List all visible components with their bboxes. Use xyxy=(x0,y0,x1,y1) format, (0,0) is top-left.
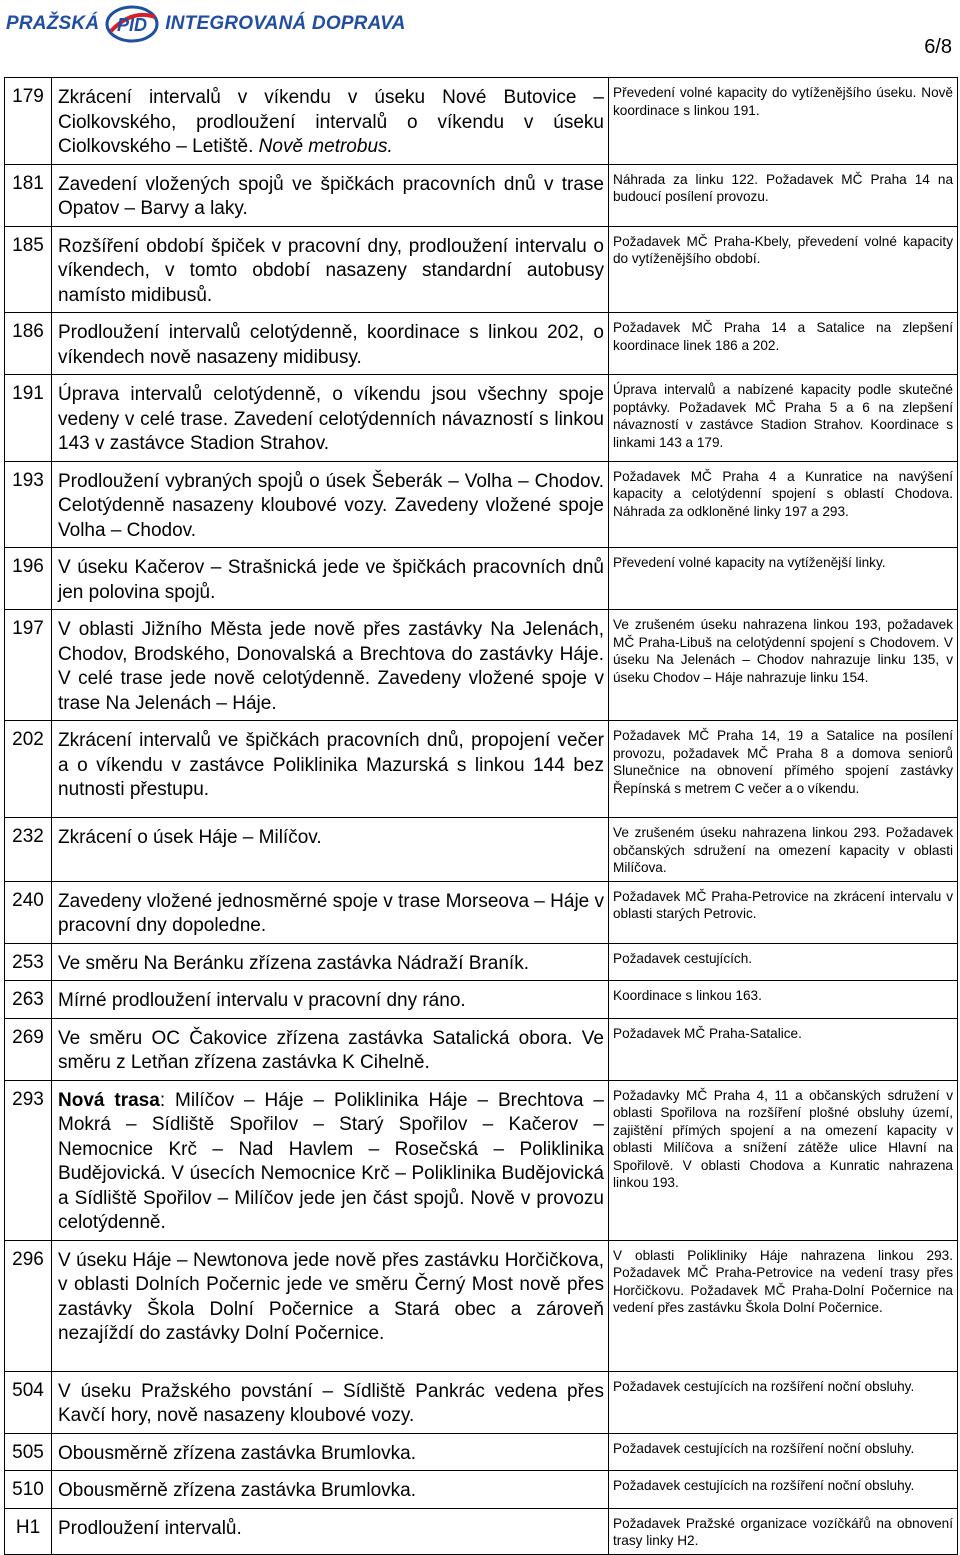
table-row xyxy=(5,1508,958,1554)
description-text: Prodloužení vybraných spojů o úsek Šeberák – Volha – Chodov. Celotýdenně nasazeny kloubové vozy. Zavedeny vložené spoje Volha – Chodov. xyxy=(58,470,604,541)
description-text: V úseku Háje – Newtonova jede nově přes zastávku Horčičkova, v oblasti Dolních Počernic jede ve směru Černý Most nově přes zastávky Škola Dolní Počernice a Stará obec a zároveň nezajíždí do zastávky Dolní Počernice. xyxy=(58,1249,604,1344)
change-reason: Požadavky MČ Praha 4, 11 a občanských sdružení v oblasti Spořilova na rozšíření plošné obsluhy území, zajištění přímých spojení a na omezení kapacity v oblasti Milíčova a snížení zátěže ulice Hlavní na Spořilově. V oblasti Chodova a Kunratic nahrazena linkou 193. xyxy=(609,1080,958,1240)
line-number: 263 xyxy=(5,981,52,1019)
table-row xyxy=(5,1433,958,1471)
change-description xyxy=(52,881,609,943)
change-reason: Koordinace s linkou 163. xyxy=(609,981,958,1019)
change-reason: Ve zrušeném úseku nahrazena linkou 193, požadavek MČ Praha-Libuš na celotýdenní spojení s Chodovem. V úseku Na Jelenách – Chodov nahrazuje linku 135, v úseku Chodov – Háje nahrazuje linku 154. xyxy=(609,610,958,721)
change-reason: Požadavek MČ Praha 14, 19 a Satalice na posílení provozu, požadavek MČ Praha 8 a domova seniorů Slunečnice na obnovení přímého spojení zastávky Řepínská s metrem C večer a o víkendu. xyxy=(609,721,958,818)
description-text: V úseku Kačerov – Strašnická jede ve špičkách pracovních dnů jen polovina spojů. xyxy=(58,557,604,603)
description-text: Zavedeny vložené jednosměrné spoje v trase Morseova – Háje v pracovní dny dopoledne. xyxy=(58,890,605,936)
change-description xyxy=(52,548,609,610)
line-number: 253 xyxy=(5,943,52,981)
change-reason: Požadavek Pražské organizace vozíčkářů na obnovení trasy linky H2. xyxy=(609,1508,958,1554)
pid-emblem-icon xyxy=(105,5,159,43)
table-row xyxy=(5,461,958,548)
change-description xyxy=(52,610,609,721)
change-description xyxy=(52,1371,609,1433)
change-reason: Požadavek MČ Praha 4 a Kunratice na navýšení kapacity a celotýdenní spojení s oblastí Chodova. Náhrada za odkloněné linky 197 a 293. xyxy=(609,461,958,548)
change-description xyxy=(52,461,609,548)
line-number: 191 xyxy=(5,375,52,462)
table-row xyxy=(5,1080,958,1240)
line-number: 505 xyxy=(5,1433,52,1471)
change-reason: Požadavek cestujících na rozšíření noční obsluhy. xyxy=(609,1371,958,1433)
table-row xyxy=(5,548,958,610)
description-text: Prodloužení intervalů. xyxy=(58,1517,242,1539)
change-reason: Požadavek MČ Praha-Kbely, převedení volné kapacity do vytíženějšího období. xyxy=(609,226,958,313)
table-row xyxy=(5,1018,958,1080)
line-number: 181 xyxy=(5,164,52,226)
table-row xyxy=(5,313,958,375)
line-number: H1 xyxy=(5,1508,52,1554)
table-row xyxy=(5,164,958,226)
change-description xyxy=(52,226,609,313)
description-text: V úseku Pražského povstání – Sídliště Pankrác vedena přes Kavčí hory, nově nasazeny kloubové vozy. xyxy=(58,1380,604,1426)
table-row xyxy=(5,375,958,462)
table-row xyxy=(5,78,958,165)
change-description xyxy=(52,981,609,1019)
table-row xyxy=(5,981,958,1019)
description-text: Ve směru Na Beránku zřízena zastávka Nádraží Braník. xyxy=(58,952,529,974)
description-text: Nově metrobus. xyxy=(258,136,393,157)
description-text: Zkrácení o úsek Háje – Milíčov. xyxy=(58,827,322,848)
pid-logo xyxy=(6,4,406,44)
line-number: 232 xyxy=(5,818,52,882)
change-reason: Požadavek cestujících na rozšíření noční obsluhy. xyxy=(609,1471,958,1509)
svg-text:PID: PID xyxy=(117,15,148,35)
description-text: Mírné prodloužení intervalu v pracovní dny ráno. xyxy=(58,990,466,1011)
change-description xyxy=(52,721,609,818)
change-reason: V oblasti Polikliniky Háje nahrazena linkou 293. Požadavek MČ Praha-Petrovice na vedení trasy přes Horčičkovu. Požadavek MČ Praha-Dolní Počernice na vedení přes zastávku Škola Dolní Počernice. xyxy=(609,1240,958,1371)
page-number: 6/8 xyxy=(924,36,952,58)
change-description xyxy=(52,1433,609,1471)
table-row xyxy=(5,226,958,313)
changes-table xyxy=(4,77,958,1555)
line-number: 296 xyxy=(5,1240,52,1371)
table-row xyxy=(5,610,958,721)
line-number: 193 xyxy=(5,461,52,548)
table-row xyxy=(5,1371,958,1433)
description-text: Rozšíření období špiček v pracovní dny, prodloužení intervalu o víkendech, v tomto období nasazeny standardní autobusy namísto midibusů. xyxy=(58,235,604,306)
change-description xyxy=(52,375,609,462)
change-reason: Požadavek MČ Praha 14 a Satalice na zlepšení koordinace linek 186 a 202. xyxy=(609,313,958,375)
change-description xyxy=(52,1508,609,1554)
change-description xyxy=(52,313,609,375)
change-description xyxy=(52,1018,609,1080)
table-row xyxy=(5,1240,958,1371)
description-text: Zkrácení intervalů v víkendu v úseku Nové Butovice – Ciolkovského, prodloužení intervalů o víkendu v úseku Ciolkovského – Letiště. xyxy=(58,87,604,157)
change-description xyxy=(52,78,609,165)
line-number: 202 xyxy=(5,721,52,818)
change-reason: Ve zrušeném úseku nahrazena linkou 293. Požadavek občanských sdružení na omezení kapacity v oblasti Milíčova. xyxy=(609,818,958,882)
table-row xyxy=(5,881,958,943)
change-description xyxy=(52,1240,609,1371)
change-reason: Požadavek MČ Praha-Petrovice na zkrácení intervalu v oblasti starých Petrovic. xyxy=(609,881,958,943)
description-text: Zkrácení intervalů ve špičkách pracovních dnů, propojení večer a o víkendu v zastávce Poliklinika Mazurská s linkou 144 bez nutnosti přestupu. xyxy=(58,730,604,800)
line-number: 293 xyxy=(5,1080,52,1240)
change-reason: Převedení volné kapacity do vytíženějšího úseku. Nově koordinace s linkou 191. xyxy=(609,78,958,165)
change-description xyxy=(52,164,609,226)
line-number: 185 xyxy=(5,226,52,313)
change-reason: Náhrada za linku 122. Požadavek MČ Praha 14 na budoucí posílení provozu. xyxy=(609,164,958,226)
description-text: Prodloužení intervalů celotýdenně, koordinace s linkou 202, o víkendech nově nasazeny midibusy. xyxy=(58,322,604,368)
line-number: 179 xyxy=(5,78,52,165)
description-text: Zavedení vložených spojů ve špičkách pracovních dnů v trase Opatov – Barvy a laky. xyxy=(58,173,604,219)
change-description xyxy=(52,818,609,882)
description-text: Nová trasa xyxy=(58,1089,160,1111)
table-row xyxy=(5,818,958,882)
change-reason: Požadavek cestujících na rozšíření noční obsluhy. xyxy=(609,1433,958,1471)
line-number: 510 xyxy=(5,1471,52,1509)
logo-text-left: PRAŽSKÁ xyxy=(6,13,100,34)
line-number: 197 xyxy=(5,610,52,721)
description-text: Obousměrně zřízena zastávka Brumlovka. xyxy=(58,1442,416,1464)
line-number: 196 xyxy=(5,548,52,610)
line-number: 240 xyxy=(5,881,52,943)
line-number: 504 xyxy=(5,1371,52,1433)
change-description xyxy=(52,943,609,981)
change-reason: Úprava intervalů a nabízené kapacity podle skutečné poptávky. Požadavek MČ Praha 5 a 6 na zlepšení návazností v zastávce Stadion Strahov. Koordinace s linkami 143 a 179. xyxy=(609,375,958,462)
change-reason: Požadavek MČ Praha-Satalice. xyxy=(609,1018,958,1080)
line-number: 186 xyxy=(5,313,52,375)
description-text: Obousměrně zřízena zastávka Brumlovka. xyxy=(58,1480,416,1501)
change-description xyxy=(52,1471,609,1509)
page-header xyxy=(0,0,960,60)
change-description xyxy=(52,1080,609,1240)
line-number: 269 xyxy=(5,1018,52,1080)
description-text: Ve směru OC Čakovice zřízena zastávka Satalická obora. Ve směru z Letňan zřízena zastávka K Cihelně. xyxy=(58,1027,604,1073)
logo-text-right: INTEGROVANÁ DOPRAVA xyxy=(165,13,406,34)
description-text: Úprava intervalů celotýdenně, o víkendu jsou všechny spoje vedeny v celé trase. Zavedení celotýdenních návazností s linkou 143 v zastávce Stadion Strahov. xyxy=(58,384,604,454)
description-text: V oblasti Jižního Města jede nově přes zastávky Na Jelenách, Chodov, Brodského, Donovalská a Brechtova do zastávky Háje. V celé trase jede nově celotýdenně. Zavedeny vložené spoje v trase Na Jelenách – Háje. xyxy=(58,619,604,714)
change-reason: Požadavek cestujících. xyxy=(609,943,958,981)
change-reason: Převedení volné kapacity na vytíženější linky. xyxy=(609,548,958,610)
table-row xyxy=(5,943,958,981)
table-row xyxy=(5,1471,958,1509)
table-row xyxy=(5,721,958,818)
description-text: : Milíčov – Háje – Poliklinika Háje – Brechtova – Mokrá – Sídliště Spořilov – Starý Spořilov – Kačerov – Nemocnice Krč – Nad Havlem – Rosečská – Poliklinika Budějovická. V úsecích Nemocnice Krč – Poliklinika Budějovická a Sídliště Spořilov – Milíčov jede jen část spojů. Nově v provozu celotýdenně. xyxy=(58,1089,604,1233)
